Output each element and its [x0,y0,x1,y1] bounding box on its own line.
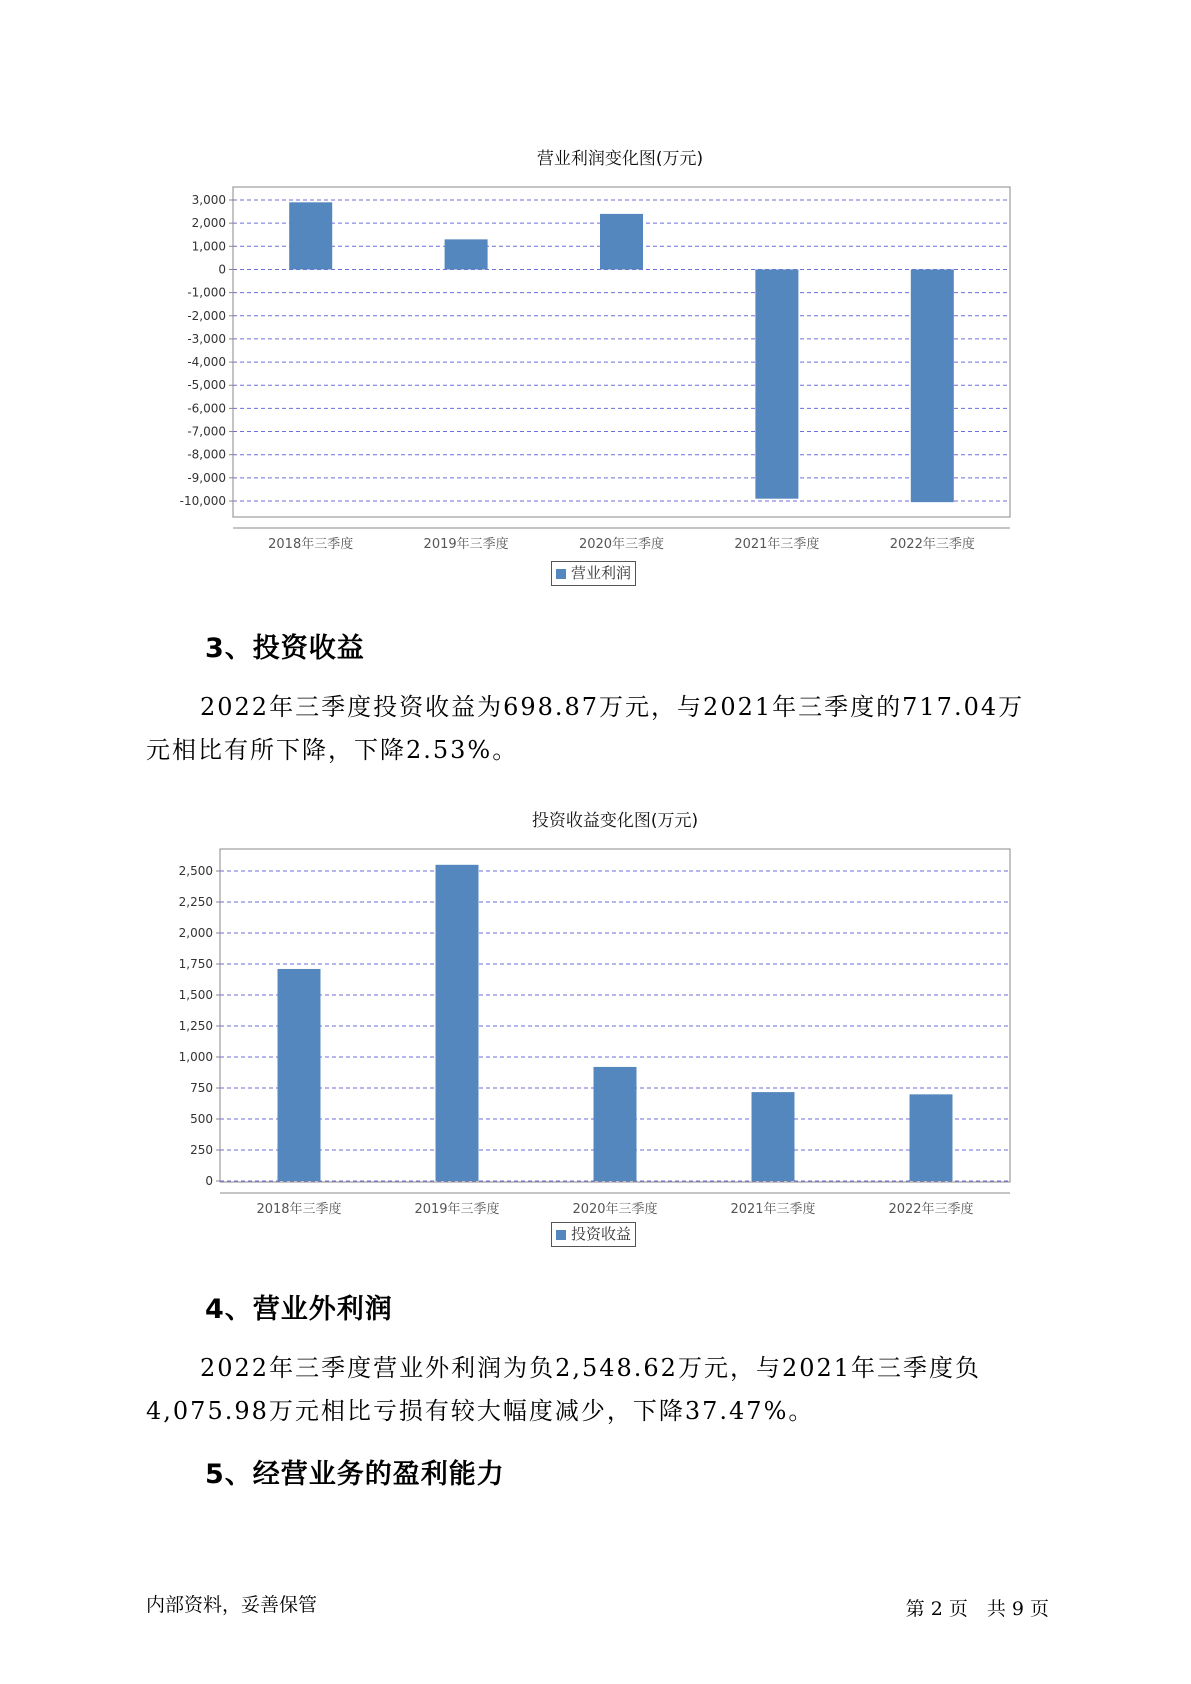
x-tick-label: 2021年三季度 [734,537,820,552]
section3-heading: 3、投资收益 [205,633,365,664]
y-tick-label: 1,500 [178,988,213,1002]
y-tick-label: -7,000 [187,424,226,439]
chart2-legend-label: 投资收益 [571,1225,632,1243]
y-tick-label: -1,000 [187,285,226,300]
bar [436,865,479,1181]
x-tick-label: 2019年三季度 [414,1202,500,1217]
section4-heading: 4、营业外利润 [205,1294,393,1325]
chart2-legend [551,1222,636,1247]
bar [594,1067,637,1181]
x-tick-label: 2018年三季度 [268,537,354,552]
y-tick-label: 500 [190,1112,213,1126]
section3-text: 2022年三季度投资收益为698.87万元，与2021年三季度的717.04万元相比有所下降，下降2.53%。 [146,693,1025,764]
x-tick-label: 2022年三季度 [889,537,975,552]
y-tick-label: 1,250 [178,1019,213,1033]
chart1-legend-label: 营业利润 [571,564,632,582]
y-tick-label: 2,250 [178,895,213,909]
y-tick-label: 2,500 [178,864,213,878]
x-tick-label: 2020年三季度 [572,1202,658,1217]
footer-confidential-note: 内部资料，妥善保管 [146,1594,318,1616]
footer-page-number: 第 2 页 共 9 页 [905,1598,1049,1620]
y-tick-label: 250 [190,1143,213,1157]
x-tick-label: 2019年三季度 [423,537,509,552]
y-tick-label: -2,000 [187,308,226,323]
x-tick-label: 2021年三季度 [730,1202,816,1217]
x-tick-label: 2022年三季度 [888,1202,974,1217]
chart2-title: 投资收益变化图(万元) [531,811,699,831]
y-tick-label: 0 [205,1174,213,1188]
y-tick-label: 1,000 [178,1050,213,1064]
y-tick-label: 2,000 [191,216,226,231]
y-tick-label: -6,000 [187,401,226,416]
y-tick-label: -4,000 [187,355,226,370]
x-tick-label: 2020年三季度 [578,537,665,552]
chart1-title: 营业利润变化图(万元) [536,149,704,169]
y-tick-label: 750 [190,1081,213,1095]
section4-paragraph [146,1347,1046,1433]
y-tick-label: -8,000 [187,447,226,462]
y-tick-label: 0 [218,262,226,277]
y-tick-label: 1,750 [178,957,213,971]
x-tick-label: 2018年三季度 [256,1202,342,1217]
y-tick-label: -9,000 [187,470,226,485]
section5-heading: 5、经营业务的盈利能力 [205,1459,505,1490]
y-tick-label: 1,000 [191,239,226,254]
bar [278,969,321,1181]
bar [910,1094,953,1181]
y-tick-label: -10,000 [179,494,226,508]
legend-swatch [556,1230,566,1240]
section4-text: 2022年三季度营业外利润为负2,548.62万元，与2021年三季度负4,075.98万元相比亏损有较大幅度减少，下降37.47%。 [146,1354,982,1425]
y-tick-label: -5,000 [187,378,226,393]
bar [752,1092,795,1181]
y-tick-label: -3,000 [187,331,226,346]
y-tick-label: 2,000 [178,926,213,940]
y-tick-label: 3,000 [191,193,226,207]
